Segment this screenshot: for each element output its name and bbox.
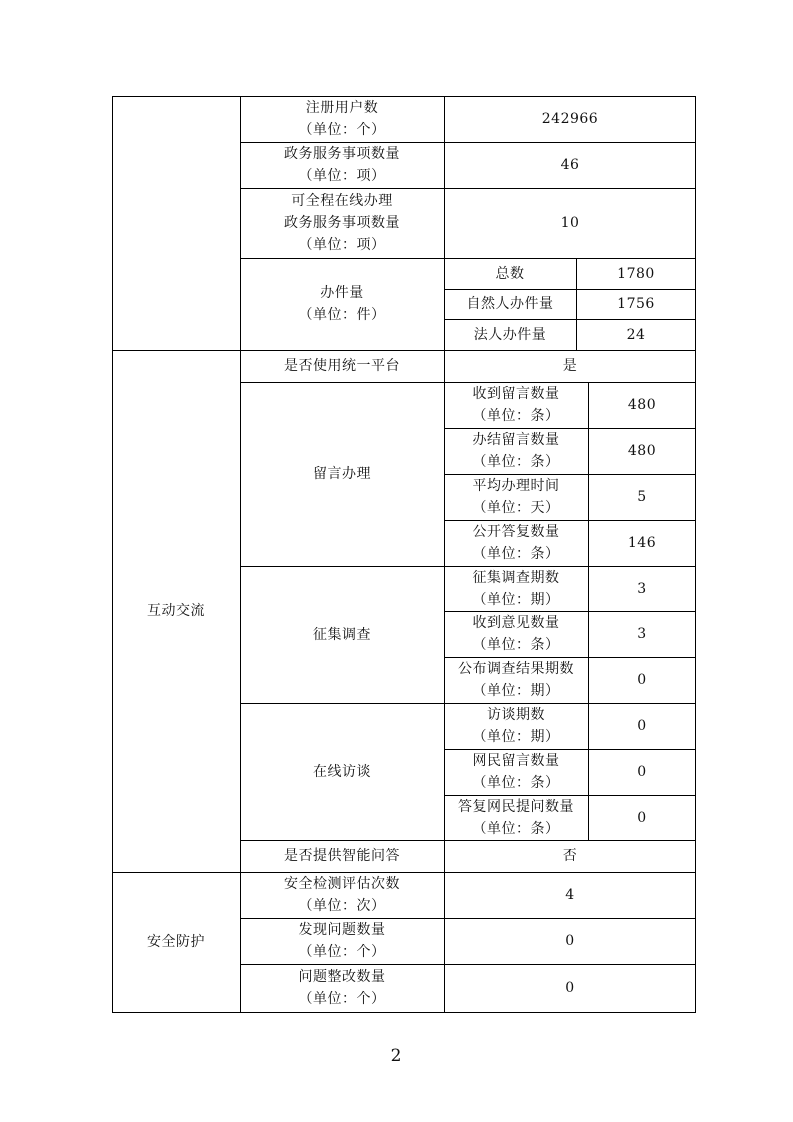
registered-users-label: 注册用户数 （单位：个）	[298, 100, 386, 138]
issues-fixed-label: 问题整改数量 （单位：个）	[298, 969, 386, 1007]
messages-received-label: 收到留言数量 （单位：条）	[472, 386, 560, 424]
case-natural-person-label: 自然人办件量	[466, 296, 554, 312]
section-label	[112, 96, 240, 350]
messages-closed-value: 480	[627, 443, 657, 459]
netizen-questions-answered-label: 答复网民提问数量 （单位：条）	[458, 798, 574, 837]
online-service-items-value: 10	[560, 215, 580, 231]
smart-qa-value: 否	[562, 848, 578, 864]
message-handling-label: 留言办理	[313, 466, 371, 482]
online-service-items-label: 可全程在线办理 政务服务事项数量 （单位：项）	[284, 193, 400, 253]
smart-qa-label: 是否提供智能问答	[284, 848, 400, 864]
case-natural-person-value: 1756	[617, 296, 655, 312]
netizen-messages-label: 网民留言数量 （单位：条）	[472, 753, 560, 791]
security-checks-value: 4	[565, 887, 575, 903]
issues-found-label: 发现问题数量 （单位：个）	[298, 922, 386, 960]
netizen-messages-value: 0	[637, 764, 647, 780]
opinions-received-label: 收到意见数量 （单位：条）	[472, 615, 560, 653]
messages-closed-label: 办结留言数量 （单位：条）	[472, 432, 560, 470]
interview-periods-value: 0	[637, 718, 647, 734]
survey-results-label: 公布调查结果期数 （单位：期）	[458, 661, 574, 699]
survey-periods-label: 征集调查期数 （单位：期）	[472, 569, 560, 608]
registered-users-value: 242966	[541, 111, 599, 127]
section-label-interaction: 互动交流	[147, 603, 205, 619]
avg-handling-time-value: 5	[637, 489, 647, 505]
public-replies-label: 公开答复数量 （单位：条）	[472, 524, 560, 562]
page-number: 2	[390, 1046, 402, 1066]
service-items-value: 46	[560, 157, 580, 173]
case-total-label: 总数	[495, 265, 525, 282]
survey-label: 征集调查	[313, 626, 371, 643]
survey-periods-value: 3	[637, 580, 647, 597]
table-border-bottom	[112, 1012, 696, 1013]
avg-handling-time-label: 平均办理时间 （单位：天）	[472, 478, 560, 516]
case-legal-person-value: 24	[626, 326, 646, 343]
case-legal-person-label: 法人办件量	[473, 326, 547, 343]
issues-fixed-value: 0	[565, 980, 575, 996]
survey-results-value: 0	[637, 672, 647, 688]
public-replies-value: 146	[627, 535, 657, 551]
unified-platform-value: 是	[562, 358, 578, 374]
netizen-questions-answered-value: 0	[637, 809, 647, 826]
issues-found-value: 0	[565, 933, 575, 949]
interview-periods-label: 访谈期数 （单位：期）	[472, 707, 560, 745]
opinions-received-value: 3	[637, 626, 647, 642]
security-checks-label: 安全检测评估次数 （单位：次）	[284, 876, 400, 914]
service-items-label: 政务服务事项数量 （单位：项）	[284, 146, 400, 184]
section-label-security: 安全防护	[147, 934, 205, 950]
messages-received-value: 480	[627, 397, 657, 413]
online-interview-label: 在线访谈	[313, 763, 371, 780]
unified-platform-label: 是否使用统一平台	[284, 358, 400, 374]
case-volume-label: 办件量 （单位：件）	[298, 285, 386, 323]
case-total-value: 1780	[617, 265, 655, 282]
